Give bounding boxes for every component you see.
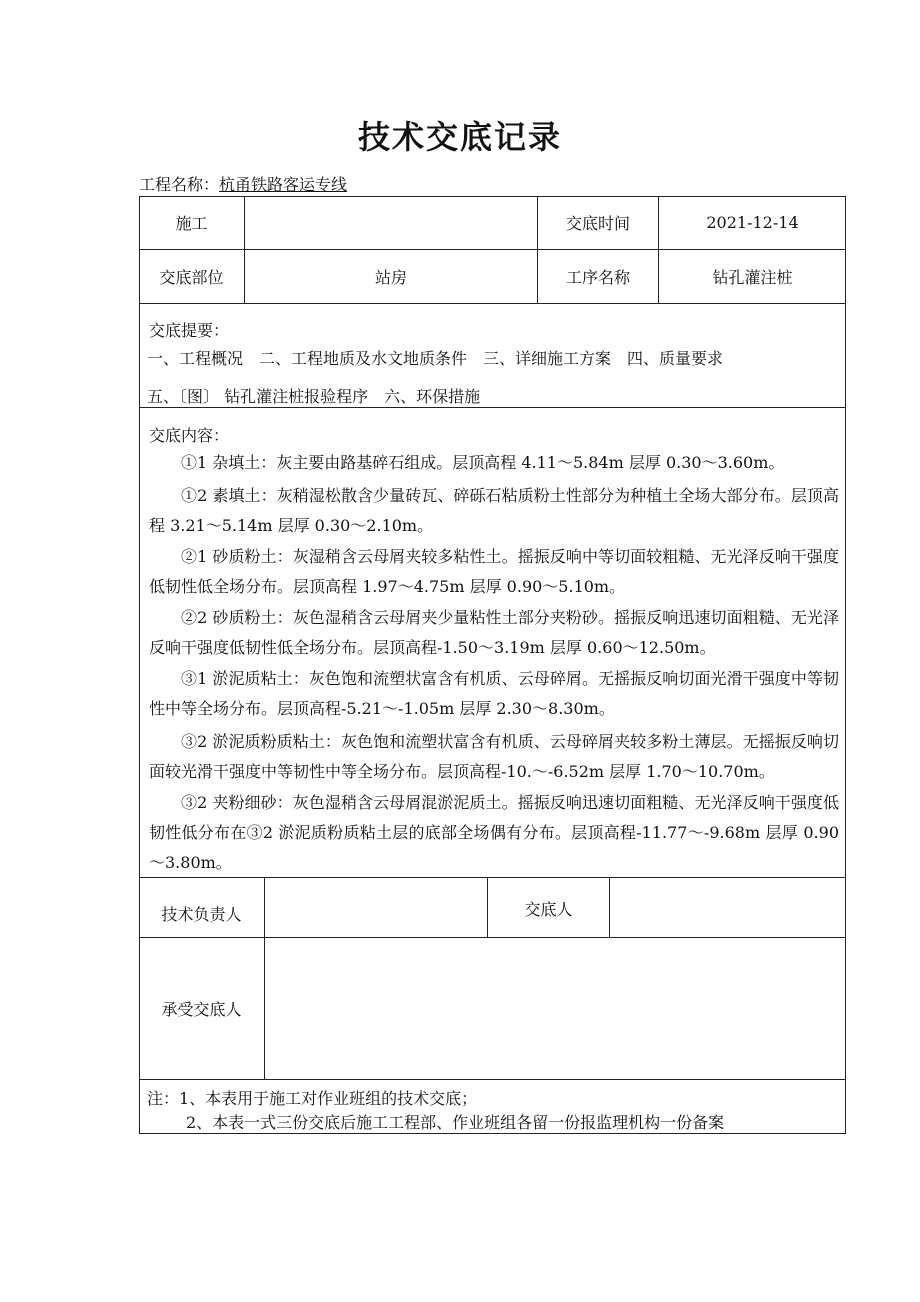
content-paragraph: ③2 淤泥质粉质粘土：灰色饱和流塑状富含有机质、云母碎屑夹较多粉土薄层。无摇振反响切面较光滑干强度中等韧性中等全场分布。层顶高程-10.～-6.52m 层厚 1.70～10.70m。 (149, 732, 839, 781)
note-line-1: 注：1、本表用于施工对作业班组的技术交底； (147, 1089, 478, 1108)
row-divider (139, 407, 846, 408)
content-paragraph: ③1 淤泥质粘土：灰色饱和流塑状富含有机质、云母碎屑。无摇振反响切面光滑干强度中等韧性中等全场分布。层顶高程-5.21～-1.05m 层厚 2.30～8.30m。 (149, 669, 839, 718)
tech-lead-value (265, 878, 487, 937)
content-paragraph: ②1 砂质粉土：灰湿稍含云母屑夹较多粘性土。摇振反响中等切面较粗糙、无光泽反响干强度低韧性低全场分布。层顶高程 1.97～4.75m 层厚 0.90～5.10m。 (149, 547, 839, 596)
content-paragraph: ①2 素填土：灰稍湿松散含少量砖瓦、碎砾石粘质粉土性部分为种植土全场大部分布。层顶高程 3.21～5.14m 层厚 0.30～2.10m。 (149, 486, 839, 535)
project-name-value: 杭甬铁路客运专线 (219, 175, 348, 194)
content-paragraph: ②2 砂质粉土：灰色湿稍含云母屑夹少量粘性土部分夹粉砂。摇振反响迅速切面粗糙、无光泽反响干强度低韧性低全场分布。层顶高程-1.50～3.19m 层厚 0.60～12.50m。 (149, 608, 839, 657)
project-name-label: 工程名称： (139, 175, 220, 194)
handover-time-value: 2021-12-14 (706, 213, 799, 232)
tech-lead-label: 技术负责人 (161, 904, 242, 924)
receiver-value (265, 938, 846, 1079)
handover-time-label: 交底时间 (565, 214, 630, 233)
document-title: 技术交底记录 (357, 118, 562, 156)
summary-label: 交底提要： (149, 321, 230, 340)
presenter-value (610, 878, 846, 937)
project-name-line (139, 172, 347, 195)
process-name-value: 钻孔灌注桩 (712, 268, 793, 287)
handover-part-label: 交底部位 (159, 268, 224, 287)
content-label: 交底内容： (149, 426, 230, 445)
content-paragraph: ①1 杂填土：灰主要由路基碎石组成。层顶高程 4.11～5.84m 层厚 0.30～3.60m。 (181, 453, 785, 472)
handover-part-value: 站房 (374, 268, 407, 287)
summary-line-2: 五、〔图〕 钻孔灌注桩报验程序 六、环保措施 (147, 387, 481, 406)
process-name-label: 工序名称 (565, 268, 630, 287)
row-divider (139, 303, 846, 304)
row-divider (139, 1079, 846, 1080)
construction-value (245, 196, 537, 249)
summary-line-1: 一、工程概况 二、工程地质及水文地质条件 三、详细施工方案 四、质量要求 (147, 349, 724, 368)
receiver-label: 承受交底人 (161, 999, 242, 1019)
content-paragraph: ③2 夹粉细砂：灰色湿稍含云母屑混淤泥质土。摇振反响迅速切面粗糙、无光泽反响干强度低韧性低分布在③2 淤泥质粉质粘土层的底部全场偶有分布。层顶高程-11.77～-9.68m 层厚 0.90～3.80m。 (149, 793, 839, 872)
note-line-2: 2、本表一式三份交底后施工工程部、作业班组各留一份报监理机构一份备案 (186, 1113, 725, 1132)
construction-label: 施工 (175, 214, 208, 233)
presenter-label: 交底人 (524, 899, 573, 919)
